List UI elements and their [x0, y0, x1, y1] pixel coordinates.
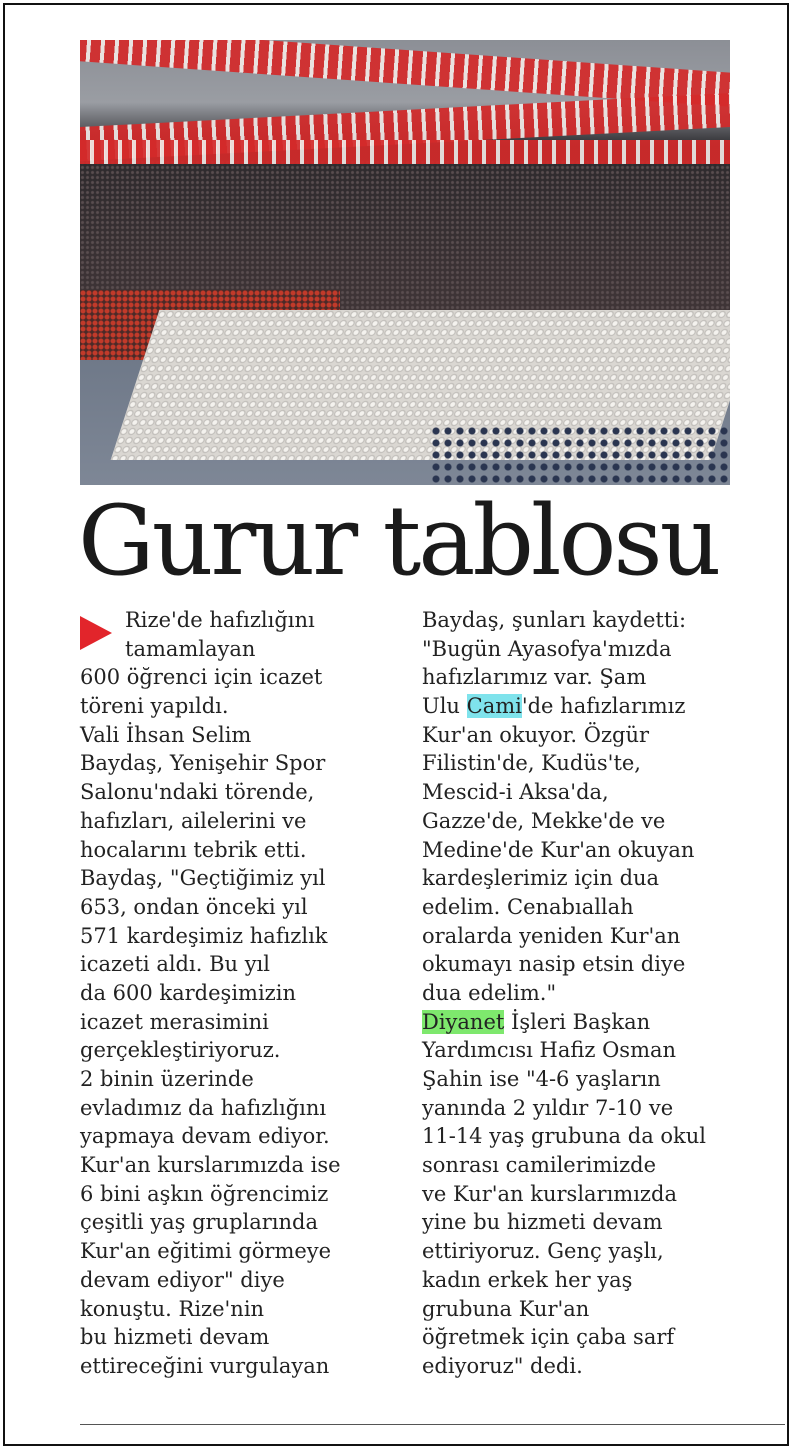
text-line: tamamlayan	[125, 636, 256, 661]
text-line: hafızlarımız var. Şam	[422, 665, 647, 690]
article-column-left	[80, 606, 341, 1381]
ceremony-photo	[80, 40, 730, 485]
text-line: Mescid-i Aksa'da,	[422, 780, 609, 805]
text-fragment: 'de hafızlarımız	[521, 694, 686, 719]
text-line: öğretmek için çaba sarf	[422, 1325, 675, 1350]
text-line: 2 binin üzerinde	[80, 1067, 254, 1091]
text-line: ediyoruz" dedi.	[422, 1353, 583, 1378]
text-line: 571 kardeşimiz hafızlık	[80, 923, 328, 948]
text-line: yine bu hizmeti devam	[422, 1210, 663, 1235]
text-line: Rize'de hafızlığını	[125, 608, 315, 632]
text-line: yanında 2 yıldır 7-10 ve	[422, 1095, 674, 1120]
text-line: kardeşlerimiz için dua	[422, 866, 660, 891]
text-line: devam ediyor" diye	[80, 1267, 285, 1292]
text-line: grubuna Kur'an	[422, 1296, 590, 1321]
text-line: gerçekleştiriyoruz.	[80, 1038, 281, 1063]
text-line: Kur'an okuyor. Özgür	[422, 722, 650, 747]
text-line: Yardımcısı Hafiz Osman	[422, 1038, 677, 1063]
text-line: Şahin ise "4-6 yaşların	[422, 1067, 661, 1091]
text-line: icazet merasimini	[80, 1009, 269, 1034]
text-line: ettireceğini vurgulayan	[80, 1353, 330, 1378]
text-line: oralarda yeniden Kur'an	[422, 923, 681, 948]
text-line: Salonu'ndaki törende,	[80, 780, 315, 805]
text-line: dua edelim."	[422, 980, 557, 1005]
text-line	[422, 692, 706, 721]
text-line: da 600 kardeşimizin	[80, 980, 296, 1005]
text-line: 600 öğrenci için icazet	[80, 665, 323, 690]
text-fragment: İşleri Başkan	[504, 1009, 651, 1034]
text-line: okumayı nasip etsin diye	[422, 952, 686, 977]
text-line: Baydaş, Yenişehir Spor	[80, 751, 326, 776]
text-line: Kur'an kurslarımızda ise	[80, 1153, 341, 1178]
text-line: konuştu. Rize'nin	[80, 1296, 265, 1321]
text-line: "Bugün Ayasofya'mızda	[422, 636, 672, 661]
headline: Gurur tablosu	[78, 485, 719, 597]
text-line: Medine'de Kur'an okuyan	[422, 837, 695, 862]
text-line	[422, 1008, 706, 1037]
text-line: kadın erkek her yaş	[422, 1267, 633, 1292]
text-line: evladımız da hafızlığını	[80, 1095, 327, 1120]
bottom-rule	[80, 1424, 785, 1425]
text-line: 653, ondan önceki yıl	[80, 894, 308, 919]
text-line: edelim. Cenabıallah	[422, 894, 634, 919]
text-line: çeşitli yaş gruplarında	[80, 1210, 318, 1235]
text-line: 11-14 yaş grubuna da okul	[422, 1124, 706, 1149]
text-line: hafızları, ailelerini ve	[80, 808, 307, 833]
article-column-right	[422, 606, 706, 1381]
text-line: Gazze'de, Mekke'de ve	[422, 808, 666, 833]
text-line: ve Kur'an kurslarımızda	[422, 1181, 677, 1206]
text-line: sonrası camilerimizde	[422, 1153, 657, 1178]
front-row-people	[430, 425, 730, 485]
text-line: hocalarını tebrik etti.	[80, 837, 307, 862]
highlight-diyanet: Diyanet	[422, 1009, 505, 1034]
text-line: Baydaş, şunları kaydetti:	[422, 608, 687, 632]
text-fragment: Ulu	[422, 694, 467, 719]
red-bunting	[80, 140, 730, 164]
text-line: Filistin'de, Kudüs'te,	[422, 751, 641, 776]
text-line: ettiriyoruz. Genç yaşlı,	[422, 1239, 664, 1264]
text-line: 6 bini aşkın öğrencimiz	[80, 1181, 329, 1206]
text-line: icazeti aldı. Bu yıl	[80, 952, 270, 977]
text-line: bu hizmeti devam	[80, 1325, 270, 1350]
text-line: yapmaya devam ediyor.	[80, 1124, 330, 1149]
text-line: Vali İhsan Selim	[80, 722, 252, 747]
text-line: töreni yapıldı.	[80, 694, 229, 719]
text-line: Baydaş, "Geçtiğimiz yıl	[80, 866, 326, 891]
highlight-cami: Cami	[466, 694, 522, 719]
text-line: Kur'an eğitimi görmeye	[80, 1239, 332, 1264]
